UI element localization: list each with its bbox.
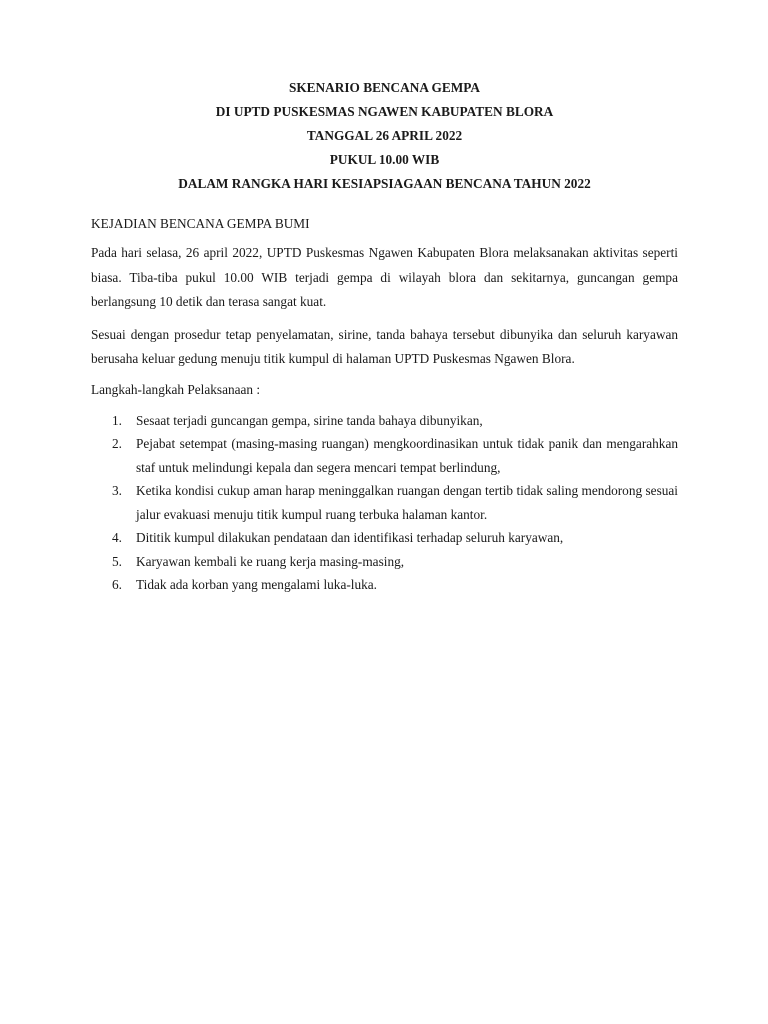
list-item-number: 2. xyxy=(112,436,122,451)
list-item-number: 6. xyxy=(112,577,122,592)
list-item xyxy=(91,432,678,479)
paragraph-1: Pada hari selasa, 26 april 2022, UPTD Puskesmas Ngawen Kabupaten Blora melaksanakan aktivitas seperti biasa. Tiba-tiba pukul 10.00 WIB terjadi gempa di wilayah blora dan sekitarnya, guncangan gempa berlangsung 10 detik dan terasa sangat kuat. xyxy=(91,245,678,309)
list-item xyxy=(91,550,678,574)
list-item xyxy=(91,573,678,597)
list-item-text: Pejabat setempat (masing-masing ruangan) mengkoordinasikan untuk tidak panik dan mengarahkan staf untuk melindungi kepala dan segera mencari tempat berlindung, xyxy=(136,436,678,475)
list-item-text: Karyawan kembali ke ruang kerja masing-masing, xyxy=(136,553,405,569)
list-item-text: Sesaat terjadi guncangan gempa, sirine tanda bahaya dibunyikan, xyxy=(136,412,483,428)
title-line-2: DI UPTD PUSKESMAS NGAWEN KABUPATEN BLORA xyxy=(215,104,554,119)
title-line-4: PUKUL 10.00 WIB xyxy=(329,152,440,167)
section-heading: KEJADIAN BENCANA GEMPA BUMI xyxy=(91,216,310,231)
list-item-text: Dititik kumpul dilakukan pendataan dan identifikasi terhadap seluruh karyawan, xyxy=(136,530,564,545)
title-line-3: TANGGAL 26 APRIL 2022 xyxy=(306,128,463,143)
document-page xyxy=(91,76,678,597)
list-item-number: 1. xyxy=(112,412,122,428)
title-line-5: DALAM RANGKA HARI KESIAPSIAGAAN BENCANA TAHUN 2022 xyxy=(178,176,591,191)
paragraph-2: Sesuai dengan prosedur tetap penyelamatan, sirine, tanda bahaya tersebut dibunyika dan seluruh karyawan berusaha keluar gedung menuju titik kumpul di halaman UPTD Puskesmas Ngawen Blora. xyxy=(91,326,678,366)
list-item-number: 3. xyxy=(112,483,122,498)
list-item-text: Ketika kondisi cukup aman harap meninggalkan ruangan dengan tertib tidak saling mendorong sesuai jalur evakuasi menuju titik kumpul ruang terbuka halaman kantor. xyxy=(136,483,678,522)
list-item-number: 4. xyxy=(112,530,122,545)
list-item xyxy=(91,409,678,433)
title-line-1: SKENARIO BENCANA GEMPA xyxy=(288,80,481,95)
document-title xyxy=(91,76,678,196)
list-item-text: Tidak ada korban yang mengalami luka-luka. xyxy=(136,577,378,592)
steps-label: Langkah-langkah Pelaksanaan : xyxy=(91,381,261,397)
list-item-number: 5. xyxy=(112,553,122,569)
steps-list xyxy=(91,409,678,597)
list-item xyxy=(91,526,678,550)
list-item xyxy=(91,479,678,526)
